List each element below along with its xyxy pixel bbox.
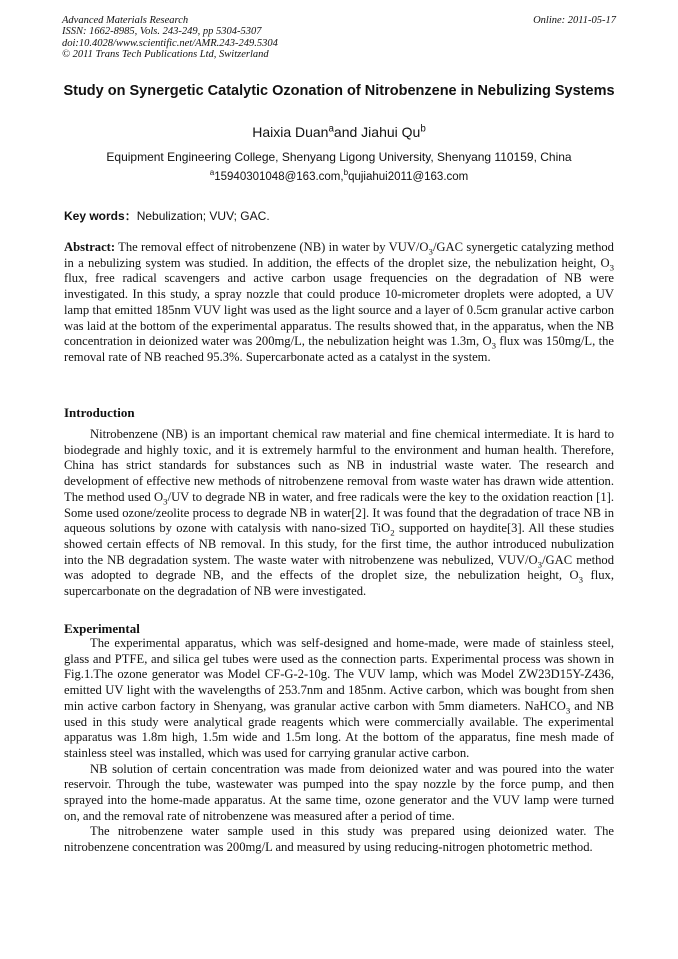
introduction-body (64, 427, 614, 600)
exp-text: The experimental apparatus, which was self-designed and home-made, were made of stainless steel, glass and PTFE, and silica gel tubes were used as the connection parts. Experimental process was shown in Fig.1.The ozone generator was Model CF-G-2-10g. The VUV lamp, which was Model ZW23D15Y-Z436, emitted UV light with the wavelengths of 253.7nm and 185nm. Active carbon, which was bought from shen min active carbon factory in Shenyang, was granular active carbon with 5mm diameters. NaHCO (64, 636, 614, 713)
subscript: 3 (609, 262, 614, 273)
doi-line: doi:10.4028/www.scientific.net/AMR.243-249.5304 (62, 37, 278, 49)
intro-text: supported on haydite[3]. All these studies showed certain effects of NB removal. In this study, for the first time, the author introduced nubulization into the NB degradation system. The waste water with nitrobenzene was nebulized, VUV/O (64, 521, 614, 567)
exp-text: and NB used in this study were analytical grade reagents which were commercially available. The experimental apparatus was 1.8m high, 1.5m wide and 1.5m long. At the bottom of the apparatus, fine mesh made of stainless steel was installed, which was used for carrying granular active carbon. (64, 698, 614, 760)
copyright-line: © 2011 Trans Tech Publications Ltd, Switzerland (62, 48, 269, 60)
subscript: 3 (565, 705, 571, 716)
subscript: 2 (390, 527, 395, 538)
experimental-heading: Experimental (64, 621, 140, 636)
introduction-heading: Introduction (64, 405, 135, 420)
online-date: Online: 2011-05-17 (533, 15, 616, 26)
paragraph (64, 636, 614, 762)
intro-text: /GAC method was adopted to degrade NB, and the effects of the droplet size, the nebulization height, O (64, 552, 614, 583)
subscript: 3 (578, 574, 584, 585)
affil-marker: a (209, 168, 215, 178)
subscript: 3 (163, 496, 168, 507)
author-name: Haixia Duan (252, 124, 329, 140)
affil-marker: b (420, 123, 426, 135)
email-address: 15940301048@163.com, (214, 171, 344, 183)
abstract-text: /GAC synergetic catalyzing method in a nebulizing system was studied. In addition, the effects of the droplet size, the nebulization height, O (64, 240, 614, 270)
journal-name: Advanced Materials Research (62, 15, 189, 26)
intro-text: Nitrobenzene (NB) is an important chemical raw material and fine chemical intermediate. It is hard to biodegrade and highly toxic, and it is extremely harmful to the environment and human health. Therefore, China has strict standards for substances such as NB in industrial waste water. The research and development of effective new methods of nitrobenzene removal from waste water has drawn wide attention. The method used O (64, 427, 614, 504)
abstract-text: flux was 150mg/L, the removal rate of NB reached 95.3%. Supercarbonate acted as a catalyst in the system. (64, 334, 614, 364)
paragraph: The nitrobenzene water sample used in this study was prepared using deionized water. The nitrobenzene concentration was 200mg/L and measured by using reducing-nitrogen photometric method. (64, 824, 614, 855)
keywords-label: Key words (64, 209, 125, 223)
keywords (64, 207, 616, 224)
subscript: 3 (491, 340, 496, 351)
email-address: qujiahui2011@163.com (348, 171, 469, 183)
paragraph: NB solution of certain concentration was made from deionized water and was poured into the water reservoir. Through the tube, wastewater was pumped into the spay nozzle by the force pump, and then sprayed into the home-made apparatus. At the same time, ozone generator and the VUV lamp were turned on, and the removal rate of nitrobenzene was measured after a period of time. (64, 761, 614, 823)
subscript: 3 (428, 246, 433, 257)
author-name: and Jiahui Qu (333, 124, 421, 140)
keywords-separator: ： (124, 209, 137, 223)
keywords-text: Nebulization; VUV; GAC. (136, 209, 270, 223)
subscript: 3 (537, 559, 543, 570)
affil-marker: b (343, 168, 349, 178)
intro-text: flux, supercarbonate on the degradation of NB were investigated. (64, 568, 614, 599)
abstract-text: The removal effect of nitrobenzene (NB) in water by VUV/O (115, 240, 429, 254)
author-line (62, 124, 616, 140)
abstract-text: flux, free radical scavengers and active carbon usage frequencies on the degradation of NB were investigated. In this study, a spray nozzle that could produce 10-micrometer droplets were adopted, a UV lamp that emitted 185nm VUV light was used as the light source and a layer of 0.5cm granular active carbon was laid at the bottom of the experimental apparatus. The results showed that, in the apparatus, when the NB concentration in deionized water was 200mg/L, the nebulization height was 1.3m, O (64, 271, 614, 349)
affil-marker: a (328, 123, 334, 135)
experimental-body (64, 636, 614, 856)
abstract (64, 240, 614, 366)
intro-text: /UV to degrade NB in water, and free radicals were the key to the oxidation reaction [1]. Some used ozone/zeolite process to degrade NB in water[2]. It was found that the degradation of trace NB in aqueous solutions by ozone with catalysis with nano-sized TiO (64, 489, 614, 536)
affiliation: Equipment Engineering College, Shenyang Ligong University, Shenyang 110159, China (106, 150, 572, 164)
paper-title: Study on Synergetic Catalytic Ozonation of Nitrobenzene in Nebulizing Systems (63, 83, 615, 99)
issn-line: ISSN: 1662-8985, Vols. 243-249, pp 5304-5307 (62, 26, 262, 38)
email-line (62, 168, 616, 183)
journal-header (62, 15, 616, 60)
abstract-label: Abstract: (64, 240, 116, 254)
